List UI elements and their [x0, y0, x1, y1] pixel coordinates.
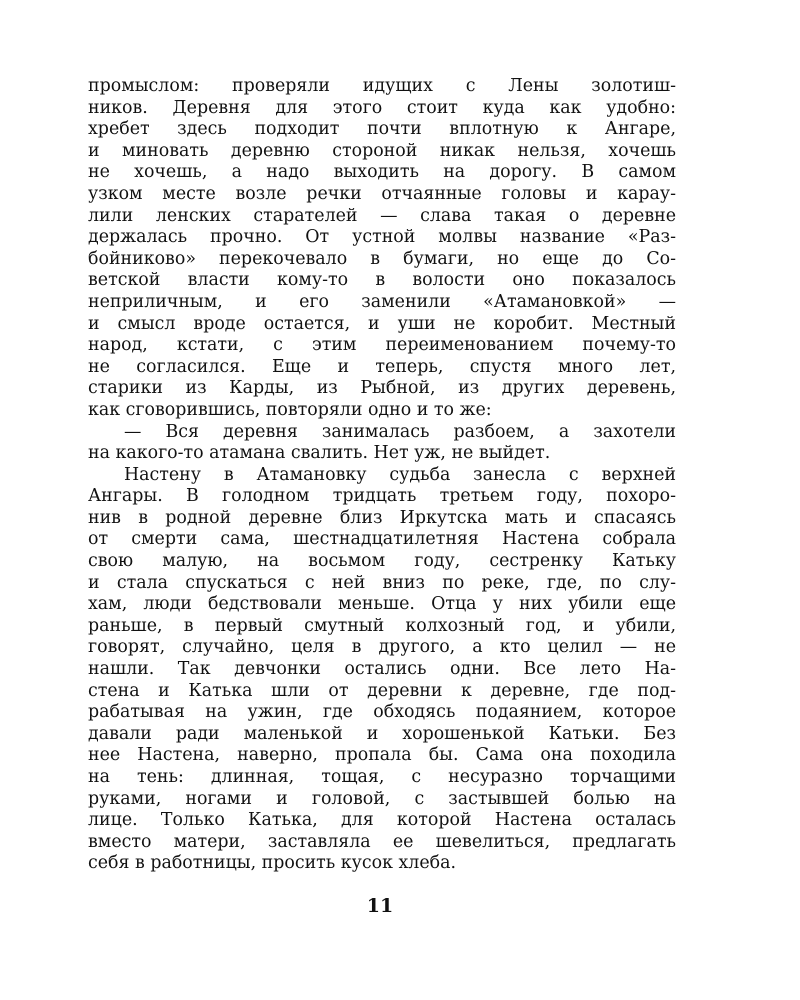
text-line: свою малую, на восьмом году, сестренку Катьку [88, 551, 676, 572]
text-line: хребет здесь подходит почти вплотную к Ангаре, [88, 119, 676, 140]
text-line: хам, люди бедствовали меньше. Отца у них убили еще [88, 594, 676, 615]
text-line: держалась прочно. От устной молвы название «Раз- [88, 227, 676, 248]
text-line: и миновать деревню стороной никак нельзя, хочешь [88, 140, 676, 161]
text-line: раньше, в первый смутный колхозный год, и убили, [88, 615, 676, 636]
text-line: промыслом: проверяли идущих с Лены золотиш- [88, 76, 676, 96]
text-line: лили ленских старателей — слава такая о деревне [88, 205, 676, 226]
text-line: старики из Карды, из Рыбной, из других деревень, [88, 378, 676, 399]
text-line: себя в работницы, просить кусок хлеба. [88, 853, 457, 874]
text-line: — Вся деревня занималась разбоем, а захотели [124, 421, 676, 442]
text-line: ветской власти кому-то в волости оно показалось [88, 270, 676, 291]
text-line: на какого-то атамана свалить. Нет уж, не выйдет. [88, 443, 551, 464]
text-line: от смерти сама, шестнадцатилетняя Настена собрала [88, 529, 676, 550]
text-line: и смысл вроде остается, и уши не коробит. Местный [88, 313, 676, 334]
book-page [88, 76, 676, 976]
text-line: как сговорившись, повторяли одно и то же: [88, 399, 492, 420]
text-line: давали ради маленькой и хорошенькой Катьки. Без [88, 723, 676, 744]
text-line: стена и Катька шли от деревни к деревне, где под- [88, 680, 676, 701]
text-line: руками, ногами и головой, с застывшей болью на [88, 788, 676, 809]
text-line: нив в родной деревне близ Иркутска мать и спасаясь [88, 507, 676, 528]
page-number: 11 [366, 895, 394, 917]
text-line: узком месте возле речки отчаянные головы и карау- [88, 183, 676, 204]
body-text [88, 76, 676, 875]
text-line: Ангары. В голодном тридцать третьем году, похоро- [88, 486, 676, 507]
text-line: нее Настена, наверно, пропала бы. Сама она походила [88, 745, 676, 766]
text-line: народ, кстати, с этим переименованием почему-то [88, 335, 676, 356]
text-line: вместо матери, заставляла ее шевелиться, предлагать [88, 831, 676, 852]
text-line: на тень: длинная, тощая, с несуразно торчащими [88, 767, 676, 787]
text-line: говорят, случайно, целя в другого, а кто целил — не [88, 637, 676, 658]
text-line: неприличным, и его заменили «Атамановкой» — [88, 291, 676, 312]
text-line: бойниково» перекочевало в бумаги, но еще до Со- [88, 248, 676, 269]
text-line: ников. Деревня для этого стоит куда как удобно: [88, 97, 676, 118]
text-line: Настену в Атамановку судьба занесла с верхней [124, 464, 676, 485]
text-line: не хочешь, а надо выходить на дорогу. В самом [88, 162, 676, 183]
text-line: лице. Только Катька, для которой Настена осталась [88, 810, 676, 831]
text-line: рабатывая на ужин, где обходясь подаянием, которое [88, 702, 676, 723]
text-line: не согласился. Еще и теперь, спустя много лет, [88, 356, 676, 377]
text-line: и стала спускаться с ней вниз по реке, где, по слу- [88, 572, 676, 593]
text-line: нашли. Так девчонки остались одни. Все лето На- [88, 659, 676, 680]
